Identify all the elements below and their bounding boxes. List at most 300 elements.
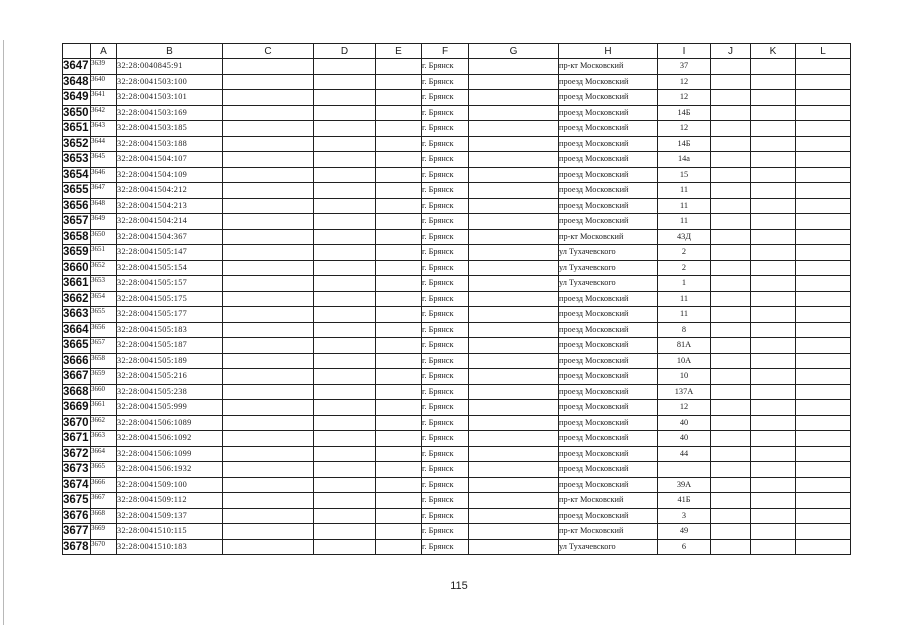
row-number: 3664 — [63, 323, 89, 336]
cell-j — [711, 539, 751, 555]
cell-h: проезд Московский — [559, 74, 658, 90]
table-row — [63, 74, 851, 90]
cell-l — [796, 198, 851, 214]
cell-l — [796, 105, 851, 121]
cell-i: 49 — [658, 524, 711, 540]
table-row — [63, 136, 851, 152]
cell-e — [376, 214, 422, 230]
cell-l — [796, 229, 851, 245]
cell-c — [223, 214, 314, 230]
cell-a: 3657 — [91, 338, 117, 354]
cell-j — [711, 90, 751, 106]
cell-f: г. Брянск — [422, 291, 469, 307]
cell-a: 3641 — [91, 90, 117, 106]
cell-k — [751, 307, 796, 323]
cell-j — [711, 167, 751, 183]
cell-i: 14Б — [658, 105, 711, 121]
cell-g — [469, 183, 559, 199]
table-row — [63, 539, 851, 555]
cell-g — [469, 338, 559, 354]
cell-k — [751, 260, 796, 276]
cell-h: проезд Московский — [559, 105, 658, 121]
cell-l — [796, 446, 851, 462]
table-row — [63, 353, 851, 369]
cell-l — [796, 431, 851, 447]
row-number: 3654 — [63, 168, 89, 181]
cell-k — [751, 338, 796, 354]
cell-b: 32:28:0041504:367 — [117, 229, 223, 245]
cell-a: 3639 — [91, 59, 117, 75]
cell-h: проезд Московский — [559, 183, 658, 199]
cell-f: г. Брянск — [422, 369, 469, 385]
cell-j — [711, 477, 751, 493]
cell-a: 3647 — [91, 183, 117, 199]
cell-a: 3662 — [91, 415, 117, 431]
row-number: 3666 — [63, 354, 89, 367]
cell-j — [711, 245, 751, 261]
cell-e — [376, 152, 422, 168]
cell-d — [314, 276, 376, 292]
cell-i: 11 — [658, 291, 711, 307]
cell-g — [469, 121, 559, 137]
cell-g — [469, 136, 559, 152]
cell-b: 32:28:0041506:1099 — [117, 446, 223, 462]
cell-d — [314, 136, 376, 152]
row-number: 3647 — [63, 60, 89, 73]
cell-j — [711, 74, 751, 90]
cell-h: проезд Московский — [559, 415, 658, 431]
cell-d — [314, 400, 376, 416]
cell-d — [314, 307, 376, 323]
cell-k — [751, 322, 796, 338]
cell-c — [223, 477, 314, 493]
cell-a: 3664 — [91, 446, 117, 462]
cell-d — [314, 369, 376, 385]
cell-b: 32:28:0041509:137 — [117, 508, 223, 524]
cell-h: проезд Московский — [559, 353, 658, 369]
cell-e — [376, 353, 422, 369]
row-number: 3668 — [63, 385, 89, 398]
cell-f: г. Брянск — [422, 508, 469, 524]
cell-e — [376, 539, 422, 555]
cell-h: проезд Московский — [559, 369, 658, 385]
cell-c — [223, 462, 314, 478]
cell-j — [711, 322, 751, 338]
cell-d — [314, 322, 376, 338]
cell-a: 3656 — [91, 322, 117, 338]
cell-a: 3668 — [91, 508, 117, 524]
cell-h: ул Тухачевского — [559, 276, 658, 292]
table-row — [63, 446, 851, 462]
cell-i: 11 — [658, 198, 711, 214]
cell-f: г. Брянск — [422, 59, 469, 75]
cell-e — [376, 245, 422, 261]
cell-a: 3646 — [91, 167, 117, 183]
cell-e — [376, 229, 422, 245]
cell-g — [469, 493, 559, 509]
table-row — [63, 400, 851, 416]
cell-k — [751, 291, 796, 307]
cell-i: 3 — [658, 508, 711, 524]
cell-j — [711, 121, 751, 137]
cell-a: 3649 — [91, 214, 117, 230]
cell-i: 11 — [658, 214, 711, 230]
cell-c — [223, 167, 314, 183]
cell-f: г. Брянск — [422, 338, 469, 354]
cell-l — [796, 307, 851, 323]
cell-f: г. Брянск — [422, 136, 469, 152]
cell-l — [796, 539, 851, 555]
cell-b: 32:28:0041504:214 — [117, 214, 223, 230]
column-header-g: G — [469, 44, 559, 59]
cell-h: проезд Московский — [559, 384, 658, 400]
row-number: 3662 — [63, 292, 89, 305]
row-number: 3658 — [63, 230, 89, 243]
row-number: 3667 — [63, 370, 89, 383]
cell-b: 32:28:0040845:91 — [117, 59, 223, 75]
column-header-e: E — [376, 44, 422, 59]
cell-g — [469, 508, 559, 524]
cell-f: г. Брянск — [422, 245, 469, 261]
cell-l — [796, 214, 851, 230]
cell-e — [376, 183, 422, 199]
cell-d — [314, 260, 376, 276]
row-number: 3669 — [63, 401, 89, 414]
cell-d — [314, 446, 376, 462]
table-row — [63, 338, 851, 354]
cell-k — [751, 369, 796, 385]
cell-k — [751, 105, 796, 121]
row-number: 3649 — [63, 91, 89, 104]
cell-b: 32:28:0041503:100 — [117, 74, 223, 90]
cell-h: проезд Московский — [559, 431, 658, 447]
cell-b: 32:28:0041503:188 — [117, 136, 223, 152]
cell-g — [469, 229, 559, 245]
cell-e — [376, 400, 422, 416]
cell-l — [796, 121, 851, 137]
cell-c — [223, 446, 314, 462]
cell-c — [223, 322, 314, 338]
cell-e — [376, 90, 422, 106]
column-header-b: B — [117, 44, 223, 59]
cell-k — [751, 229, 796, 245]
cell-b: 32:28:0041503:185 — [117, 121, 223, 137]
cell-f: г. Брянск — [422, 90, 469, 106]
cell-d — [314, 431, 376, 447]
cell-i: 11 — [658, 183, 711, 199]
cell-i: 12 — [658, 90, 711, 106]
cell-c — [223, 59, 314, 75]
cell-g — [469, 167, 559, 183]
cell-l — [796, 384, 851, 400]
cell-k — [751, 415, 796, 431]
cell-i: 14а — [658, 152, 711, 168]
cell-f: г. Брянск — [422, 384, 469, 400]
cell-i: 12 — [658, 121, 711, 137]
cell-f: г. Брянск — [422, 400, 469, 416]
cell-c — [223, 431, 314, 447]
cell-f: г. Брянск — [422, 229, 469, 245]
cell-a: 3669 — [91, 524, 117, 540]
cell-k — [751, 214, 796, 230]
cell-b: 32:28:0041503:169 — [117, 105, 223, 121]
cell-i: 37 — [658, 59, 711, 75]
cell-h: пр-кт Московский — [559, 59, 658, 75]
cell-b: 32:28:0041505:238 — [117, 384, 223, 400]
cell-f: г. Брянск — [422, 353, 469, 369]
column-header-c: C — [223, 44, 314, 59]
cell-d — [314, 462, 376, 478]
cell-k — [751, 446, 796, 462]
table-row — [63, 105, 851, 121]
cell-i: 2 — [658, 260, 711, 276]
cell-i: 39А — [658, 477, 711, 493]
cell-h: проезд Московский — [559, 136, 658, 152]
cell-b: 32:28:0041505:177 — [117, 307, 223, 323]
cell-d — [314, 338, 376, 354]
cell-e — [376, 384, 422, 400]
cell-a: 3667 — [91, 493, 117, 509]
cell-d — [314, 539, 376, 555]
cell-h: проезд Московский — [559, 291, 658, 307]
cell-g — [469, 276, 559, 292]
cell-g — [469, 524, 559, 540]
row-number: 3653 — [63, 153, 89, 166]
cell-h: пр-кт Московский — [559, 524, 658, 540]
cell-d — [314, 183, 376, 199]
cell-g — [469, 198, 559, 214]
cell-e — [376, 291, 422, 307]
cell-g — [469, 214, 559, 230]
cell-i: 15 — [658, 167, 711, 183]
row-number: 3651 — [63, 122, 89, 135]
row-number: 3661 — [63, 277, 89, 290]
table-row — [63, 121, 851, 137]
cell-j — [711, 105, 751, 121]
table-row — [63, 229, 851, 245]
row-number: 3670 — [63, 416, 89, 429]
cell-l — [796, 59, 851, 75]
cell-d — [314, 105, 376, 121]
cell-a: 3640 — [91, 74, 117, 90]
cell-f: г. Брянск — [422, 477, 469, 493]
cell-c — [223, 415, 314, 431]
cell-e — [376, 136, 422, 152]
cell-b: 32:28:0041505:999 — [117, 400, 223, 416]
cell-l — [796, 90, 851, 106]
cell-l — [796, 291, 851, 307]
cell-a: 3643 — [91, 121, 117, 137]
row-number: 3676 — [63, 509, 89, 522]
row-number: 3660 — [63, 261, 89, 274]
column-header-d: D — [314, 44, 376, 59]
cell-c — [223, 508, 314, 524]
table-row — [63, 524, 851, 540]
cell-b: 32:28:0041505:189 — [117, 353, 223, 369]
row-number: 3650 — [63, 106, 89, 119]
cell-l — [796, 353, 851, 369]
cell-i: 137А — [658, 384, 711, 400]
cell-b: 32:28:0041504:109 — [117, 167, 223, 183]
cell-a: 3659 — [91, 369, 117, 385]
cell-b: 32:28:0041510:115 — [117, 524, 223, 540]
cell-g — [469, 105, 559, 121]
cell-k — [751, 400, 796, 416]
column-header-j: J — [711, 44, 751, 59]
cell-k — [751, 198, 796, 214]
cell-j — [711, 431, 751, 447]
cell-d — [314, 493, 376, 509]
cell-e — [376, 167, 422, 183]
cell-h: проезд Московский — [559, 198, 658, 214]
cell-g — [469, 539, 559, 555]
cell-e — [376, 508, 422, 524]
cell-f: г. Брянск — [422, 322, 469, 338]
cell-h: проезд Московский — [559, 477, 658, 493]
cell-e — [376, 74, 422, 90]
cell-a: 3654 — [91, 291, 117, 307]
cell-c — [223, 539, 314, 555]
cell-f: г. Брянск — [422, 105, 469, 121]
cell-h: проезд Московский — [559, 338, 658, 354]
cell-j — [711, 260, 751, 276]
cell-i: 44 — [658, 446, 711, 462]
cell-d — [314, 167, 376, 183]
cell-e — [376, 446, 422, 462]
cell-a: 3658 — [91, 353, 117, 369]
cell-k — [751, 353, 796, 369]
row-number: 3675 — [63, 494, 89, 507]
table-row — [63, 477, 851, 493]
cell-b: 32:28:0041504:213 — [117, 198, 223, 214]
cell-i: 2 — [658, 245, 711, 261]
row-number: 3673 — [63, 463, 89, 476]
cell-e — [376, 121, 422, 137]
corner-cell — [63, 44, 91, 59]
cell-j — [711, 462, 751, 478]
cell-h: проезд Московский — [559, 167, 658, 183]
cell-l — [796, 167, 851, 183]
cell-i: 11 — [658, 307, 711, 323]
cell-h: ул Тухачевского — [559, 260, 658, 276]
cell-j — [711, 415, 751, 431]
cell-j — [711, 524, 751, 540]
row-number: 3671 — [63, 432, 89, 445]
cell-e — [376, 198, 422, 214]
cell-f: г. Брянск — [422, 260, 469, 276]
cell-h: ул Тухачевского — [559, 245, 658, 261]
cell-f: г. Брянск — [422, 276, 469, 292]
cell-g — [469, 369, 559, 385]
cell-c — [223, 198, 314, 214]
cell-b: 32:28:0041510:183 — [117, 539, 223, 555]
cell-i: 10 — [658, 369, 711, 385]
cell-a: 3655 — [91, 307, 117, 323]
cell-h: проезд Московский — [559, 446, 658, 462]
cell-k — [751, 431, 796, 447]
cell-i: 40 — [658, 431, 711, 447]
cell-h: проезд Московский — [559, 462, 658, 478]
cell-j — [711, 400, 751, 416]
cell-b: 32:28:0041505:175 — [117, 291, 223, 307]
cell-k — [751, 276, 796, 292]
cell-j — [711, 338, 751, 354]
cell-a: 3666 — [91, 477, 117, 493]
cell-h: ул Тухачевского — [559, 539, 658, 555]
column-header-l: L — [796, 44, 851, 59]
cell-h: проезд Московский — [559, 508, 658, 524]
cell-c — [223, 400, 314, 416]
cell-j — [711, 493, 751, 509]
cell-i: 10А — [658, 353, 711, 369]
cell-l — [796, 245, 851, 261]
cell-f: г. Брянск — [422, 214, 469, 230]
cell-c — [223, 307, 314, 323]
table-row — [63, 415, 851, 431]
cell-k — [751, 183, 796, 199]
cell-f: г. Брянск — [422, 524, 469, 540]
cell-i: 81А — [658, 338, 711, 354]
cell-j — [711, 446, 751, 462]
table-row — [63, 431, 851, 447]
cell-c — [223, 136, 314, 152]
cell-f: г. Брянск — [422, 462, 469, 478]
cell-c — [223, 369, 314, 385]
cell-l — [796, 462, 851, 478]
cell-h: проезд Московский — [559, 152, 658, 168]
cell-k — [751, 74, 796, 90]
cell-c — [223, 183, 314, 199]
cell-h: пр-кт Московский — [559, 229, 658, 245]
cell-c — [223, 121, 314, 137]
cell-f: г. Брянск — [422, 74, 469, 90]
cell-c — [223, 105, 314, 121]
cell-b: 32:28:0041505:154 — [117, 260, 223, 276]
cell-d — [314, 353, 376, 369]
cell-j — [711, 508, 751, 524]
cell-l — [796, 260, 851, 276]
cell-a: 3653 — [91, 276, 117, 292]
cell-k — [751, 136, 796, 152]
cell-d — [314, 59, 376, 75]
row-number: 3648 — [63, 75, 89, 88]
spreadsheet-table — [62, 43, 851, 555]
cell-g — [469, 477, 559, 493]
cell-j — [711, 59, 751, 75]
cell-c — [223, 260, 314, 276]
cell-g — [469, 431, 559, 447]
table-row — [63, 384, 851, 400]
cell-k — [751, 152, 796, 168]
cell-g — [469, 307, 559, 323]
scan-edge-line — [3, 40, 4, 625]
row-number: 3665 — [63, 339, 89, 352]
cell-c — [223, 74, 314, 90]
table-row — [63, 245, 851, 261]
cell-b: 32:28:0041505:216 — [117, 369, 223, 385]
row-number: 3659 — [63, 246, 89, 259]
cell-b: 32:28:0041506:1092 — [117, 431, 223, 447]
cell-b: 32:28:0041506:1932 — [117, 462, 223, 478]
cell-d — [314, 121, 376, 137]
cell-a: 3651 — [91, 245, 117, 261]
cell-c — [223, 90, 314, 106]
column-header-row — [63, 44, 851, 59]
cell-g — [469, 152, 559, 168]
row-number: 3677 — [63, 525, 89, 538]
row-number: 3674 — [63, 478, 89, 491]
cell-j — [711, 276, 751, 292]
